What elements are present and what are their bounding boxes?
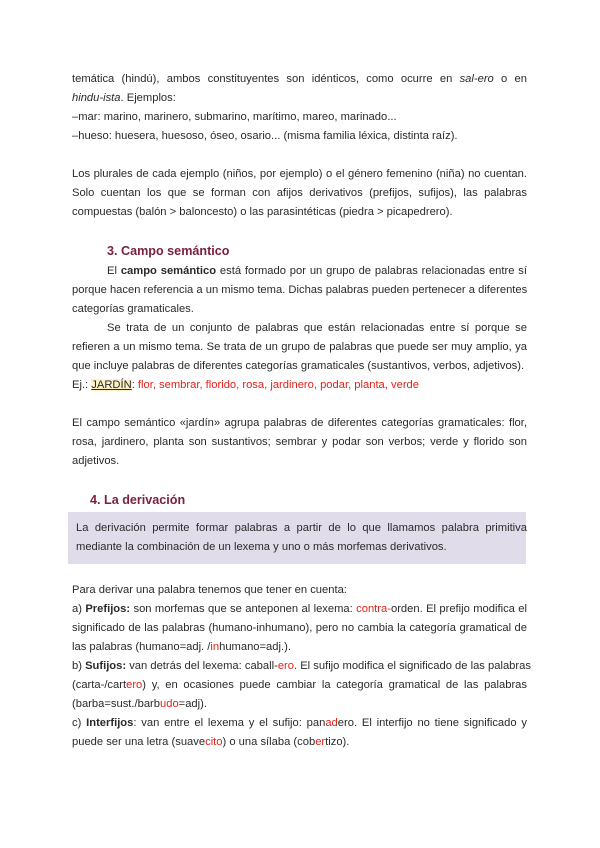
text: : van entre el lexema y el sufijo: pan <box>133 717 326 729</box>
section-4-title: 4. La derivación <box>90 493 186 507</box>
list-marker: a) <box>72 603 86 615</box>
item-a-line-2: significado de las palabras (humano-inhumano), pero no cambia la categoría gramatical de <box>72 622 527 634</box>
red-example: cito <box>205 736 223 748</box>
item-c-line-1 <box>72 716 527 730</box>
text: : <box>131 379 138 391</box>
italic-example: sal-ero <box>459 73 494 85</box>
s3-explain-line-2: rosa, jardinero, planta son sustantivos; sembrar y podar son verbos; verde y florido son <box>72 436 527 448</box>
s3-para-2-line-1: Se trata de un conjunto de palabras que están relacionadas entre sí porque se <box>107 322 527 334</box>
text: El <box>107 265 121 277</box>
red-example: contra- <box>356 603 391 615</box>
s3-para-2-line-3: que incluye palabras de diferentes categorías gramaticales (sustantivos, verbos, adjetivos). <box>72 360 525 372</box>
s3-explain-line-3: adjetivos. <box>72 455 120 467</box>
s3-para-2-line-2: refieren a un mismo tema. Se trata de un grupo de palabras que puede ser muy amplio, ya <box>72 341 527 353</box>
item-b-line-3 <box>72 697 527 711</box>
s3-para-1-line-3: categorías gramaticales. <box>72 303 194 315</box>
section-3-title: 3. Campo semántico <box>107 244 230 258</box>
red-example: ad <box>325 717 338 729</box>
box-line-2: mediante la combinación de un lexema y uno o más morfemas derivativos. <box>76 541 447 553</box>
bold-term: campo semántico <box>120 265 217 277</box>
item-a-line-3 <box>72 640 527 654</box>
text: ero. El interfijo no tiene significado y <box>337 717 527 729</box>
red-example: in <box>210 641 220 653</box>
text: (barba=sust./barb <box>72 698 160 710</box>
item-a-line-1 <box>72 602 527 616</box>
item-c-line-2 <box>72 735 527 749</box>
text: temática (hindú), ambos constituyentes son idénticos, como ocurre en <box>72 73 460 85</box>
text: orden. El prefijo modifica el <box>390 603 527 615</box>
keyword-jardin: JARDÍN <box>91 379 132 391</box>
bold-term: Sufijos: <box>85 660 127 672</box>
s3-para-1-line-2: porque hacen referencia a un mismo tema. Dichas palabras pueden pertenecer a diferentes <box>72 284 528 296</box>
text: (carta-/cart <box>72 679 127 691</box>
s3-example <box>72 378 527 392</box>
example-words: flor, sembrar, florido, rosa, jardinero, podar, planta, verde <box>137 379 419 391</box>
text: ) y, en ocasiones puede cambiar la categoría gramatical de las palabras <box>142 679 527 691</box>
text: . Ejemplos: <box>120 92 176 104</box>
bold-term: Interfijos <box>86 717 134 729</box>
red-example: er <box>315 736 326 748</box>
bold-term: Prefijos: <box>85 603 131 615</box>
definition-box <box>68 512 526 564</box>
text: Ej.: <box>72 379 92 391</box>
text: puede ser una letra (suave <box>72 736 206 748</box>
text: son morfemas que se anteponen al lexema: <box>130 603 357 615</box>
item-b-line-1 <box>72 659 531 673</box>
text: . El sufijo modifica el significado de las palabras <box>294 660 531 672</box>
text: está formado por un grupo de palabras relacionadas entre sí <box>216 265 527 277</box>
box-line-1: La derivación permite formar palabras a partir de lo que llamamos palabra primitiva <box>76 522 527 534</box>
text: tizo). <box>325 736 350 748</box>
derivation-lead: Para derivar una palabra tenemos que tener en cuenta: <box>72 584 347 596</box>
intro-line-4: –hueso: huesera, huesoso, óseo, osario... (misma familia léxica, distinta raíz). <box>72 130 458 142</box>
plurals-line-3: compuestas (balón > baloncesto) o las parasintéticas (piedra > picapedrero). <box>72 206 453 218</box>
italic-example: hindu-ista <box>72 92 121 104</box>
plurals-line-1: Los plurales de cada ejemplo (niños, por ejemplo) o el género femenino (niña) no cuentan. <box>72 168 527 180</box>
text: humano=adj.). <box>219 641 291 653</box>
list-marker: c) <box>72 717 87 729</box>
text: o en <box>493 73 527 85</box>
text: =adj). <box>178 698 207 710</box>
text: ) o una sílaba (cob <box>222 736 316 748</box>
plurals-line-2: Solo cuentan los que se forman con afijos derivativos (prefijos, sufijos), las palabras <box>72 187 527 199</box>
text: las palabras (humano=adj. / <box>72 641 211 653</box>
red-example: ero <box>126 679 143 691</box>
red-example: udo <box>160 698 179 710</box>
intro-line-2 <box>72 91 527 105</box>
s3-para-1-line-1 <box>107 264 527 278</box>
list-marker: b) <box>72 660 86 672</box>
item-b-line-2 <box>72 678 527 692</box>
s3-explain-line-1: El campo semántico «jardín» agrupa palabras de diferentes categorías gramaticales: flor, <box>72 417 527 429</box>
red-example: ero <box>277 660 294 672</box>
intro-line-3: –mar: marino, marinero, submarino, marítimo, mareo, marinado... <box>72 111 397 123</box>
intro-line-1 <box>72 72 527 86</box>
text: van detrás del lexema: caball- <box>126 660 278 672</box>
